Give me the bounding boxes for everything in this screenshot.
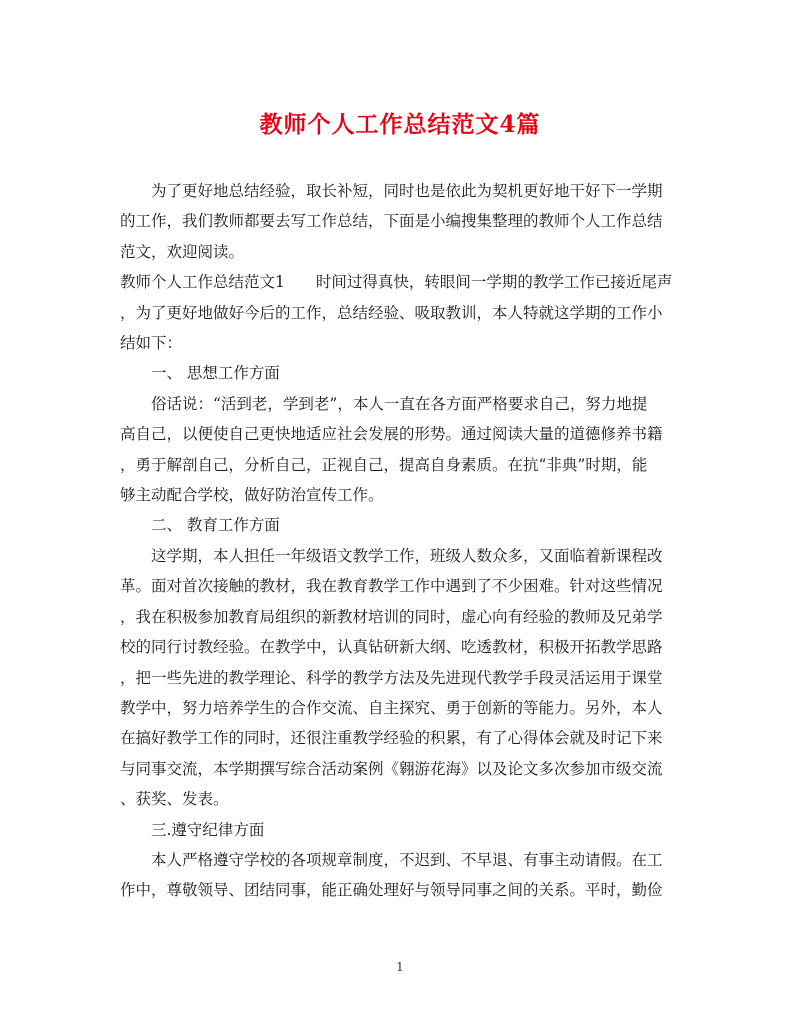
text-line: 范文，欢迎阅读。 [120, 242, 245, 261]
text-line: 、获奖、发表。 [120, 790, 229, 809]
text-line: ，把一些先进的教学理论、科学的教学方法及先进现代教学手段灵活运用于课堂 [120, 668, 663, 687]
text-line: 结如下： [120, 334, 183, 353]
text-line: 这学期，本人担任一年级语文教学工作，班级人数众多，又面临着新课程改 [151, 546, 663, 565]
text-line: 校的同行讨教经验。在教学中，认真钻研新大纲、吃透教材，积极开拓教学思路 [120, 638, 663, 657]
text-line: 本人严格遵守学校的各项规章制度，不迟到、不早退、有事主动请假。在工 [151, 850, 663, 869]
text-line: 俗话说：“活到老，学到老”，本人一直在各方面严格要求自己，努力地提 [151, 394, 648, 413]
section-heading [120, 815, 685, 845]
document-title: 教师个人工作总结范文4篇 [259, 111, 541, 138]
page-number: 1 [396, 960, 404, 974]
text-line: 高自己，以便使自己更快地适应社会发展的形势。通过阅读大量的道德修养书籍 [120, 425, 663, 444]
text-line: ，我在积极参加教育局组织的新教材培训的同时，虚心向有经验的教师及兄弟学 [120, 607, 663, 626]
section-heading [120, 510, 685, 540]
text-line: 革。面对首次接触的教材，我在教育教学工作中遇到了不少困难。针对这些情况 [120, 577, 663, 596]
text-line: 为了更好地总结经验，取长补短，同时也是依此为契机更好地干好下一学期 [151, 182, 663, 200]
text-line: 作中，尊敬领导、团结同事，能正确处理好与领导同事之间的关系。平时，勤俭 [120, 881, 663, 900]
section-heading-text: 一、 思想工作方面 [151, 364, 280, 383]
text-line: 教学中，努力培养学生的合作交流、自主探究、勇于创新的等能力。另外，本人 [120, 698, 663, 717]
section-heading [120, 358, 685, 388]
section-paragraph [120, 845, 685, 906]
section-heading-text: 三.遵守纪律方面 [151, 820, 265, 839]
text-line: ，为了更好地做好今后的工作，总结经验、吸取教训，本人特就这学期的工作小 [120, 303, 663, 322]
text-line: 在搞好教学工作的同时，还很注重教学经验的积累，有了心得体会就及时记下来 [120, 729, 663, 748]
document-body [120, 176, 685, 906]
section-paragraph [120, 389, 685, 511]
text-line: 教师个人工作总结范文1 时间过得真快，转眼间一学期的教学工作已接近尾声 [120, 273, 673, 292]
section-heading-text: 二、 教育工作方面 [151, 516, 280, 535]
text-line: 与同事交流，本学期撰写综合活动案例《翱游花海》以及论文多次参加市级交流 [120, 759, 663, 778]
text-line: ，勇于解剖自己，分析自己，正视自己，提高自身素质。在抗“非典”时期，能 [120, 455, 648, 474]
text-line: 够主动配合学校，做好防治宣传工作。 [120, 486, 384, 505]
article-intro-paragraph [120, 267, 685, 358]
text-line: 的工作，我们教师都要去写工作总结，下面是小编搜集整理的教师个人工作总结 [120, 212, 663, 231]
intro-paragraph [120, 176, 685, 267]
section-paragraph [120, 541, 685, 815]
